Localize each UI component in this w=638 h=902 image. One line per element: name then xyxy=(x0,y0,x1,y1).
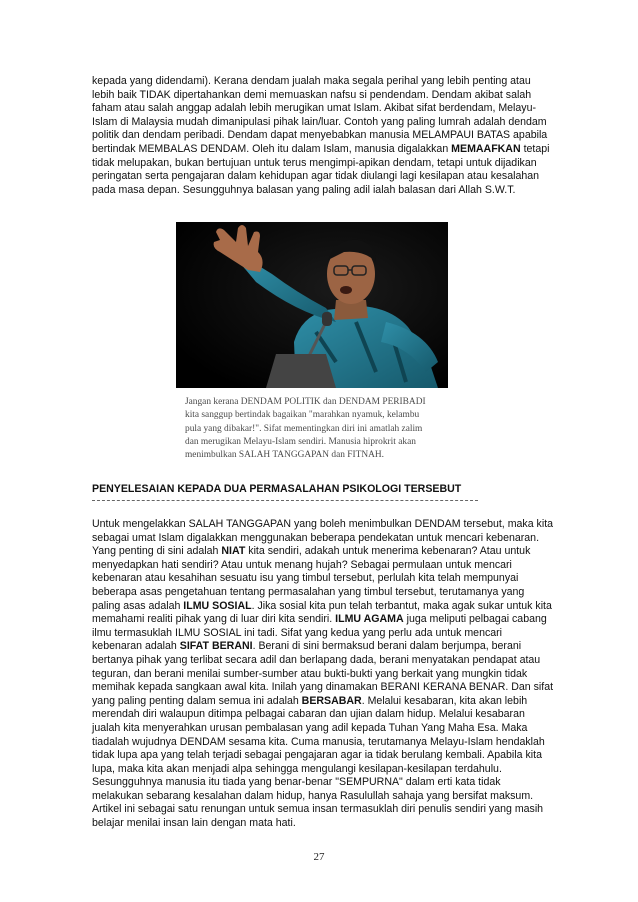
text-run: juga meliputi pelbagai cabang ilmu termasuklah ILMU SOSIAL ini tadi. Sifat yang kedua yang perlu ada untuk mencari kebenaran adalah xyxy=(92,613,547,653)
dashed-divider xyxy=(92,500,478,501)
caption-line: menimbulkan SALAH TANGGAPAN dan FITNAH. xyxy=(185,450,384,461)
paragraph-intro xyxy=(92,75,554,197)
bold-run: NIAT xyxy=(221,545,246,558)
bold-run: MEMAAFKAN xyxy=(451,142,521,155)
caption-line: Jangan kerana DENDAM POLITIK dan DENDAM PERIBADI xyxy=(185,397,426,407)
text-run: . Berani di sini bermaksud berani dalam berjumpa, berani bertanya pihak yang terlibat secara adil dan berlapang dada, berani menyatakan pendapat atau teguran, dan berani menilai sumber-sumber atau bukti-bukti yang berkait yang mungkin tidak memihak kepada sangkaan awal kita. Inilah yang dinamakan BERANI KERANA BENAR. Dan sifat yang paling penting dalam semua ini adalah xyxy=(92,640,554,707)
text-run: kepada yang didendami). Kerana dendam jualah maka segala perihal yang lebih penting atau lebih baik TIDAK dipertahankan demi memuaskan nafsu si pendendam. Dendam akibat salah faham atau salah anggap adalah lebih merugikan umat Islam. Akibat sifat berdendam, Melayu-Islam di Malaysia mudah dimanipulasi pihak lain/luar. Contoh yang paling lumrah adalah dendam politik dan dendam peribadi. Dendam dapat menyebabkan manusia MELAMPAUI BATAS apabila bertindak MEMBALAS DENDAM. Oleh itu dalam Islam, manusia digalakkan xyxy=(92,75,548,155)
text-run: kita sendiri, adakah untuk menerima kebenaran? Atau untuk menyedapkan hati sendiri? Atau untuk menang hujah? Sebagai permulaan untuk mencari kebenaran atau kesahihan sesuatu isu yang timbul tersebut, perlulah kita telah mempunyai beberapa asas pengetahuan tentang permasalahan yang timbul tersebut, terutamanya yang paling asas adalah xyxy=(92,545,531,612)
bold-run: ILMU AGAMA xyxy=(335,613,404,626)
caption-line: pula yang dibakar!". Sifat mementingkan diri ini amatlah zalim xyxy=(185,423,423,434)
page-number: 27 xyxy=(313,851,325,863)
caption-line: dan merugikan Melayu-Islam sendiri. Manusia hiprokrit akan xyxy=(185,436,416,447)
photo-caption xyxy=(185,396,475,462)
text-run: . Melalui kesabaran, kita akan lebih merendah diri walaupun ditimpa pelbagai cabaran dan ujian dalam hidup. Melalui kesabaran jualah kita menyerahkan urusan pembalasan yang adil kepada Tuhan Yang Maha Esa. Maka tiadalah wujudnya DENDAM sesama kita. Cuma manusia, terutamanya Melayu-Islam hendaklah tidak lupa apa yang telah terjadi sebagai pengajaran agar ia tidak berulang kembali. Apabila kita lupa, maka kita akan menjadi alpa sehingga mengulangi kesilapan-kesilapan terdahulu. Sesungguhnya manusia itu tiada yang benar-benar "SEMPURNA" dalam erti kata tidak melakukan sebarang kesalahan dalam hidup, hanya Rasulullah sahaja yang bersifat maksum. Artikel ini sebagai satu renungan untuk semua insan termasuklah diri penulis sendiri yang masih belajar menilai insan lain dengan mata hati. xyxy=(92,694,545,830)
caption-line: kita sanggup bertindak bagaikan "marahkan nyamuk, kelambu xyxy=(185,410,420,421)
section-heading: PENYELESAIAN KEPADA DUA PERMASALAHAN PSIKOLOGI TERSEBUT xyxy=(92,483,462,495)
text-run: tetapi tidak melupakan, bukan bertujuan untuk terus mengimpi-apikan dendam, tetapi untuk dijadikan peringatan serta pengajaran dalam kehidupan agar tidak diulangi lagi kesilapan atau kesalahan pada masa depan. Sesungguhnya balasan yang paling adil ialah balasan dari Allah S.W.T. xyxy=(92,142,550,196)
text-run: . Jika sosial kita pun telah terbantut, maka agak sukar untuk kita memahami realiti pihak yang di luar diri kita sendiri. xyxy=(92,599,552,626)
bold-run: ILMU SOSIAL xyxy=(183,599,252,612)
bold-run: BERSABAR xyxy=(301,694,362,707)
paragraph-solution xyxy=(92,518,554,831)
text-run: Untuk mengelakkan SALAH TANGGAPAN yang boleh menimbulkan DENDAM tersebut, maka kita sebagai umat Islam digalakkan menggunakan beberapa pendekatan untuk mencari kebenaran. Yang penting di sini adalah xyxy=(92,518,554,558)
bold-run: SIFAT BERANI xyxy=(179,640,253,653)
speaker-photo xyxy=(176,222,448,388)
